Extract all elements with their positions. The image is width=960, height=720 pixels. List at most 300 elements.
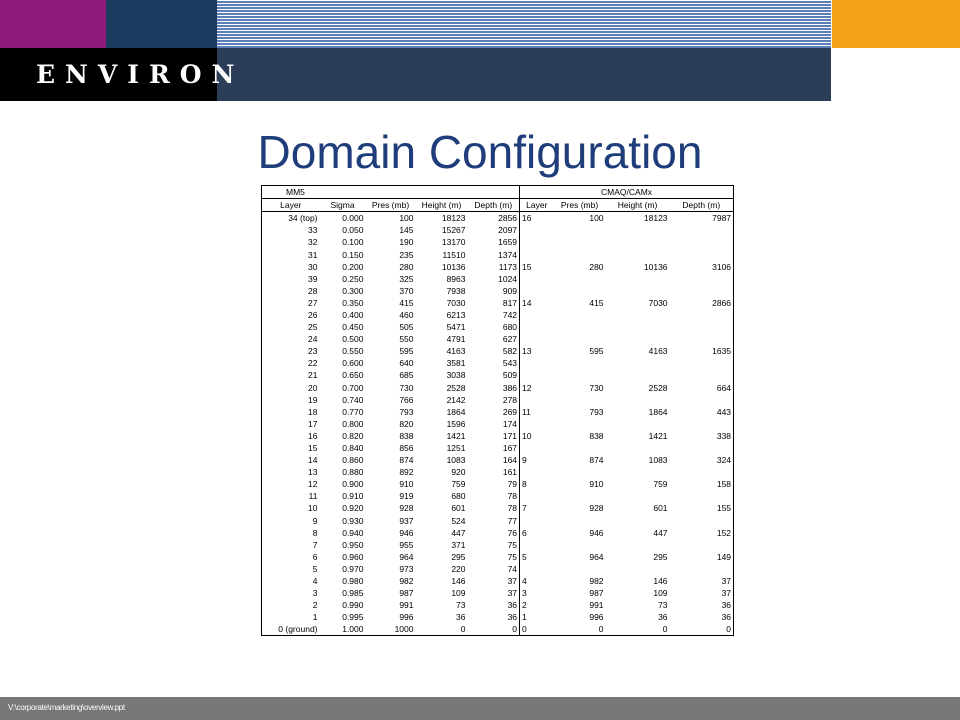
table-cell: 730 [589,382,604,393]
table-cell: 4 [312,576,318,587]
table-cell: 1000 [394,624,414,635]
table-cell: 0.450 [342,322,364,333]
table-cell: 14 [308,455,318,466]
table-cell [520,442,554,454]
table-cell: 109 [653,588,668,599]
table-cell: 1864 [648,406,668,417]
table-cell: 18123 [643,213,668,224]
table-cell: 9 [312,515,318,526]
table-cell: 2856 [468,212,520,225]
table-cell: 892 [399,467,414,478]
table-row [262,273,734,285]
table-cell: 190 [399,237,414,248]
table-cell: 7030 [446,297,466,308]
table-cell: 910 [589,479,604,490]
table-cell: 36 [468,611,520,623]
table-cell: 0.930 [342,515,364,526]
table-cell [520,333,554,345]
table-cell: 11 [522,406,531,417]
table-cell [554,224,606,236]
table-cell: 74 [468,563,520,575]
table-cell: 11510 [442,249,466,260]
table-cell: 8963 [446,273,466,284]
table-cell: 14 [522,297,532,308]
table-cell: 11 [308,491,318,502]
table-row [262,321,734,333]
table-cell: 817 [468,297,520,309]
table-cell: 937 [399,515,414,526]
table-cell [606,357,670,369]
table-cell: 973 [399,563,414,574]
table-cell: 415 [589,297,604,308]
table-row [262,345,734,357]
table-cell: 3581 [446,358,466,369]
table-row [262,539,734,551]
table-row [262,466,734,478]
table-row [262,236,734,248]
table-cell [554,248,606,260]
table-cell: 5 [522,551,527,562]
table-cell [554,490,606,502]
table-cell: 5471 [446,322,466,333]
table-cell: 524 [451,515,466,526]
table-cell: 982 [399,576,414,587]
table-cell: 13 [308,467,318,478]
table-row [262,333,734,345]
table-cell [606,309,670,321]
table-cell: 509 [468,369,520,381]
table-cell [670,333,734,345]
table-cell: 1421 [648,430,668,441]
table-cell: 0 [726,624,732,635]
column-header: Depth (m) [468,199,520,212]
table-cell: 3038 [446,370,466,381]
table-cell: 79 [468,478,520,490]
table-cell: 443 [716,406,732,417]
table-cell: 0.150 [342,249,364,260]
table-cell: 10136 [643,261,668,272]
table-cell: 0.350 [342,297,364,308]
table-cell [520,236,554,248]
table-cell: 0.700 [342,382,364,393]
table-cell: 145 [399,225,414,236]
table-cell [670,490,734,502]
table-cell [520,466,554,478]
table-cell: 0.550 [342,346,364,357]
table-cell: 0.920 [342,503,364,514]
table-cell: 4791 [446,334,466,345]
table-cell: 25 [308,322,318,333]
table-row [262,442,734,454]
table-cell [520,285,554,297]
table-cell: 919 [399,491,414,502]
table-cell: 3 [312,588,318,599]
table-cell: 0.860 [342,455,364,466]
table-cell: 109 [451,588,466,599]
table-cell: 0 [598,624,604,635]
table-cell: 1.000 [342,624,364,635]
table-cell [670,394,734,406]
table-cell: 982 [589,576,604,587]
table-cell: 2528 [446,382,466,393]
table-cell: 36 [658,612,668,623]
table-cell [554,466,606,478]
column-header: Layer [520,199,554,212]
table-cell: 946 [589,527,604,538]
table-cell: 0.840 [342,443,364,454]
table-cell: 0.990 [342,600,364,611]
table-row [262,309,734,321]
table-cell: 0.200 [342,261,364,272]
table-cell: 161 [468,466,520,478]
table-cell [554,418,606,430]
table-cell: 18123 [441,213,466,224]
table-cell: 146 [653,576,668,587]
table-body [262,212,734,636]
table-row [262,502,734,514]
table-cell: 415 [399,297,414,308]
table-cell: 0.970 [342,563,364,574]
table-cell: 0 [662,624,668,635]
table-cell: 0.985 [342,588,364,599]
table-cell: 582 [468,345,520,357]
table-cell [520,357,554,369]
table-cell [606,466,670,478]
table-cell: 0 (ground) [278,624,318,635]
table-cell [670,466,734,478]
table-cell [554,333,606,345]
table-cell: 100 [589,213,604,224]
table-cell: 324 [716,455,732,466]
table-cell: 4163 [446,346,466,357]
table-cell: 6 [312,551,318,562]
table-cell: 0.980 [342,576,364,587]
table-row [262,575,734,587]
table-cell [670,369,734,381]
column-header: Height (m) [606,199,670,212]
table-cell: 0.880 [342,467,364,478]
table-cell [606,442,670,454]
table-cell [670,515,734,527]
table-cell: 991 [589,600,604,611]
table-cell: 996 [589,612,604,623]
table-cell: 371 [451,539,466,550]
table-cell: 0.900 [342,479,364,490]
table-cell: 37 [468,575,520,587]
table-cell: 22 [308,358,318,369]
table-cell [670,563,734,575]
table-cell [670,357,734,369]
table-cell [670,539,734,551]
table-cell: 759 [451,479,466,490]
table-cell [554,273,606,285]
table-cell: 447 [653,527,668,538]
table-cell [606,490,670,502]
table-cell: 447 [451,527,466,538]
cmaq-group-header: CMAQ/CAMx [520,186,734,199]
table-row [262,418,734,430]
table-cell: 0.600 [342,358,364,369]
table-cell: 325 [399,273,414,284]
table-cell: 0.100 [342,237,364,248]
header-orange-block [832,0,960,48]
table-cell: 37 [721,576,732,587]
table-cell: 793 [589,406,604,417]
table-cell [670,309,734,321]
table-cell: 12 [522,382,532,393]
column-header: Height (m) [416,199,468,212]
table-cell: 17 [308,418,318,429]
table-cell [670,248,734,260]
table-row [262,551,734,563]
table-cell: 838 [589,430,604,441]
table-cell: 76 [468,527,520,539]
table-cell: 280 [589,261,604,272]
table-cell: 280 [399,261,414,272]
table-cell: 595 [589,346,604,357]
table-cell: 0 [468,623,520,636]
table-cell: 146 [451,576,466,587]
table-cell: 73 [658,600,668,611]
table-cell [606,285,670,297]
table-row [262,224,734,236]
table-cell [670,285,734,297]
table-cell: 32 [308,237,318,248]
table-cell [670,321,734,333]
table-row [262,430,734,442]
table-cell: 36 [468,599,520,611]
table-cell: 100 [399,213,414,224]
table-cell [554,539,606,551]
table-cell: 10 [522,430,532,441]
table-cell: 235 [399,249,414,260]
table-cell: 4 [522,576,527,587]
table-row [262,478,734,490]
table-cell: 16 [308,430,318,441]
table-cell: 0.960 [342,551,364,562]
table-cell: 0.500 [342,334,364,345]
table-cell: 15 [522,261,532,272]
table-cell: 269 [468,406,520,418]
table-row [262,357,734,369]
table-cell [520,394,554,406]
table-cell: 987 [399,588,414,599]
table-cell: 0.000 [342,213,364,224]
table-cell: 1864 [446,406,466,417]
table-cell [520,369,554,381]
table-cell: 78 [468,502,520,514]
table-cell: 1083 [648,455,668,466]
table-cell: 0 [522,624,527,635]
table-cell: 278 [468,394,520,406]
table-row [262,611,734,623]
table-cell: 0.910 [342,491,364,502]
table-cell: 910 [399,479,414,490]
table-cell: 7030 [648,297,668,308]
table-row [262,394,734,406]
column-header-row [262,199,734,212]
table-cell: 26 [308,309,318,320]
table-cell [606,539,670,551]
table-cell: 0.950 [342,539,364,550]
table-cell: 601 [653,503,668,514]
table-cell [554,563,606,575]
table-cell: 34 (top) [288,213,318,224]
header-purple-block [0,0,106,48]
table-cell: 2528 [648,382,668,393]
table-cell: 77 [468,515,520,527]
table-cell: 28 [308,285,318,296]
table-cell: 1421 [446,430,466,441]
table-row [262,382,734,394]
table-row [262,515,734,527]
table-cell: 36 [721,600,732,611]
column-header: Depth (m) [670,199,734,212]
slide-title: Domain Configuration [257,126,703,178]
table-cell: 664 [716,382,732,393]
table-cell [520,248,554,260]
table-row [262,527,734,539]
table-cell [606,224,670,236]
table-cell: 543 [468,357,520,369]
table-cell: 955 [399,539,414,550]
table-cell: 171 [468,430,520,442]
column-header: Sigma [320,199,366,212]
table-cell: 0.300 [342,285,364,296]
table-cell: 0.820 [342,430,364,441]
table-row [262,212,734,225]
table-cell: 1659 [468,236,520,248]
table-cell: 0.995 [342,612,364,623]
table-cell: 33 [308,225,318,236]
table-cell: 730 [399,382,414,393]
table-cell: 2866 [712,297,732,308]
table-cell: 3106 [712,261,732,272]
table-cell: 964 [589,551,604,562]
table-cell: 928 [589,503,604,514]
table-cell: 0.770 [342,406,364,417]
table-cell: 627 [468,333,520,345]
table-cell [606,563,670,575]
table-cell: 8 [312,527,318,538]
table-cell: 220 [451,563,466,574]
table-cell: 2142 [446,394,466,405]
table-cell [606,394,670,406]
table-cell [520,563,554,575]
table-cell: 73 [456,600,466,611]
table-cell: 295 [653,551,668,562]
table-cell: 30 [308,261,318,272]
table-cell [520,515,554,527]
table-cell: 987 [589,588,604,599]
table-cell: 996 [399,612,414,623]
table-cell: 21 [308,370,318,381]
table-cell: 991 [399,600,414,611]
table-cell: 685 [399,370,414,381]
table-cell [606,273,670,285]
table-row [262,297,734,309]
table-cell: 0.740 [342,394,364,405]
table-cell [554,442,606,454]
table-cell [554,236,606,248]
table-cell: 920 [451,467,466,478]
table-cell: 766 [399,394,414,405]
table-cell: 16 [522,213,532,224]
table-cell: 370 [399,285,414,296]
table-cell: 6 [522,527,527,538]
table-cell: 23 [308,346,318,357]
table-cell: 460 [399,309,414,320]
table-cell [670,442,734,454]
table-cell: 1024 [468,273,520,285]
table-cell [554,309,606,321]
table-cell [670,224,734,236]
table-cell: 27 [308,297,318,308]
table-cell: 1 [312,612,318,623]
table-cell: 820 [399,418,414,429]
mm5-group-header: MM5 [262,186,520,199]
table-cell: 4163 [648,346,668,357]
table-cell [554,369,606,381]
table-cell: 0.050 [342,225,364,236]
table-cell: 640 [399,358,414,369]
column-header: Pres (mb) [554,199,606,212]
table-cell [670,273,734,285]
table-row [262,285,734,297]
table-cell: 155 [716,503,732,514]
table-cell [606,248,670,260]
table-cell: 78 [468,490,520,502]
table-cell: 909 [468,285,520,297]
table-cell: 13170 [441,237,466,248]
table-cell: 39 [308,273,318,284]
table-cell: 15267 [441,225,466,236]
table-cell: 964 [399,551,414,562]
table-cell: 1173 [468,261,520,273]
table-cell [554,515,606,527]
table-cell: 18 [308,406,318,417]
table-cell: 0.800 [342,418,364,429]
table-cell: 12 [308,479,318,490]
environ-logo: ENVIRON [36,60,245,89]
table-cell [520,273,554,285]
table-cell: 31 [308,249,318,260]
table-cell: 550 [399,334,414,345]
table-row [262,369,734,381]
table-row [262,563,734,575]
table-cell: 1635 [712,346,732,357]
table-cell: 595 [399,346,414,357]
table-cell [606,321,670,333]
table-row [262,248,734,260]
table-cell: 946 [399,527,414,538]
table-cell: 8 [522,479,527,490]
table-cell [554,321,606,333]
table-cell: 856 [399,443,414,454]
table-row [262,623,734,636]
table-cell: 386 [468,382,520,394]
table-cell: 2 [522,600,527,611]
table-cell: 601 [451,503,466,514]
header-navy-block [106,0,217,48]
table-cell [520,418,554,430]
table-cell [606,333,670,345]
table-cell: 295 [451,551,466,562]
table-cell: 0 [460,624,466,635]
table-cell: 874 [589,455,604,466]
table-cell: 37 [468,587,520,599]
table-cell: 7 [312,539,318,550]
